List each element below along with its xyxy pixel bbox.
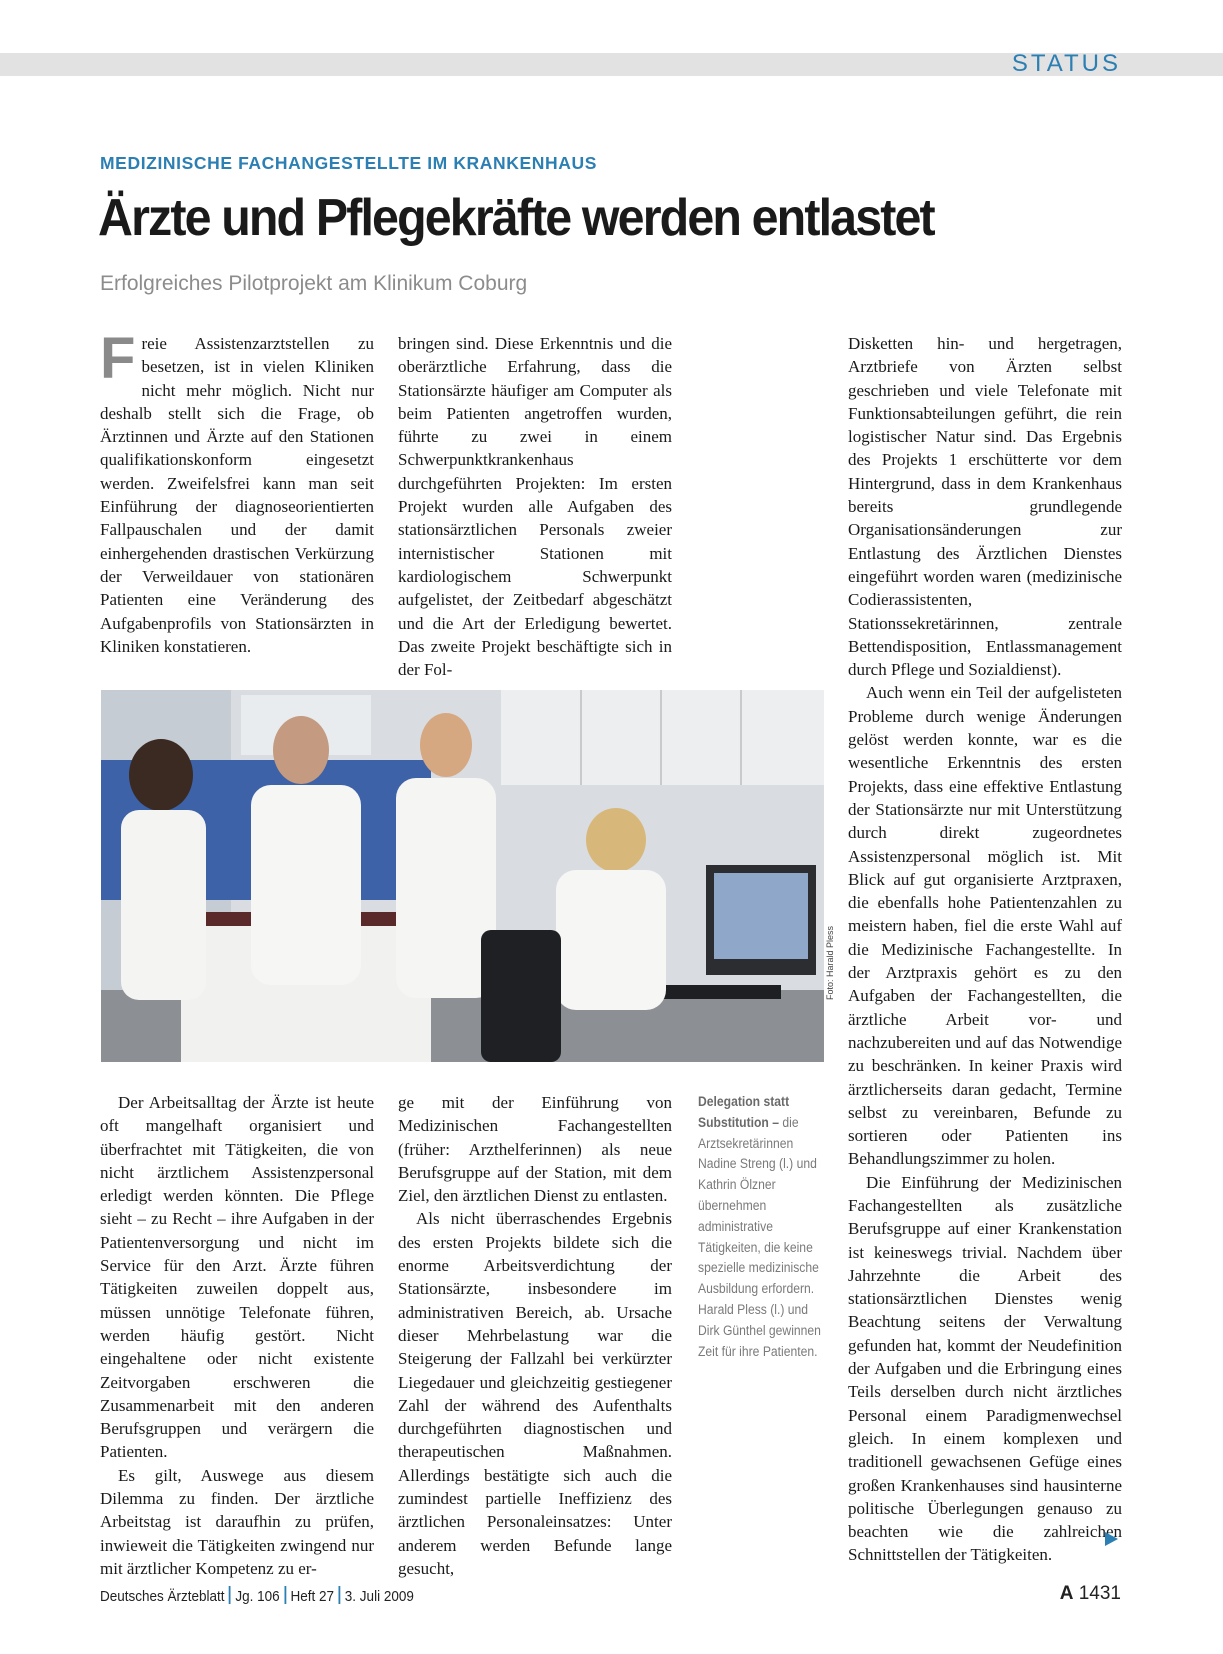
- article-kicker: MEDIZINISCHE FACHANGESTELLTE IM KRANKENHAUS: [100, 153, 598, 173]
- page-number: [1060, 1583, 1121, 1605]
- paragraph: Die Einführung der Medizinischen Fachangestellten als zusätzliche Berufsgruppe auf einer Krankenstation ist keineswegs trivial. Nachdem über Jahrzehnte die Arbeit des stationsärztlichen Dienstes wenig Beachtung seitens der Verwaltung gefunden hat, kommt der Neudefinition der Aufgaben und die Erbringung eines Teils derselben durch nicht ärztliches Personal einem Paradigmenwechsel gleich. In einem komplexen und traditionell gewachsenen Gefüge eines großen Krankenhauses sind hausinterne politische Überlegungen genauso zu beachten wie die zahlreichen Schnittstellen der Tätigkeiten.: [848, 1172, 1122, 1565]
- paragraph: Auch wenn ein Teil der aufgelisteten Probleme durch wenige Änderungen gelöst werden konnte, war es die wesentliche Erkenntnis des ersten Projekts, dass eine effektive Entlastung der Stationsärzte nur mit Unterstützung durch direkt zugeordnetes Assistenzpersonal möglich ist. Mit Blick auf gut organisierte Arztpraxen, die ebenfalls hohe Patientenzahlen zu meistern haben, fiel die erste Wahl auf die Medizinische Fachangestellte. In der Arztpraxis gehört es zu den Aufgaben der Fachangestellten, die ärztliche Arbeit vor- und nachzubereiten und auf das Notwendige zu beschränken. In keiner Praxis wird ärztlicherseits daran gedacht, Termine selbst zu vereinbaren, Befunde zu sortieren oder Patienten ins Behandlungszimmer zu holen.: [848, 683, 1122, 1169]
- photo-illustration: [101, 690, 824, 1062]
- article-photo: [101, 690, 824, 1062]
- drop-cap: F: [100, 326, 136, 391]
- journal-name: Deutsches Ärzteblatt: [100, 1588, 225, 1605]
- column-3: [848, 332, 1122, 1567]
- journal-volume: Jg. 106: [235, 1588, 280, 1605]
- footer-divider: [284, 1586, 286, 1604]
- section-label: STATUS: [1011, 50, 1121, 77]
- paragraph: ge mit der Einführung von Medizinischen Fachangestellten (früher: Arzthelferinnen) als neue Berufsgruppe auf der Station, mit dem Ziel, den ärztlichen Dienst zu entlasten.: [398, 1093, 672, 1206]
- page-number-value: 1431: [1078, 1583, 1121, 1604]
- intro-paragraph: reie Assistenzarztstellen zu besetzen, ist in vielen Kliniken nicht mehr möglich. Nicht nur deshalb stellt sich die Frage, ob Ärztinnen und Ärzte auf den Stationen qualifikationskonform eingesetzt werden. Zweifelsfrei kann man seit Einführung der diagnoseorientierten Fallpauschalen und der damit einhergehenden drastischen Verkürzung der Verweildauer von stationären Patienten eine Veränderung des Aufgabenprofils von Stationsärzten in Kliniken konstatieren.: [100, 334, 374, 656]
- page-prefix: A: [1059, 1583, 1074, 1604]
- journal-date: 3. Juli 2009: [344, 1588, 414, 1605]
- article-title: Ärzte und Pflegekräfte werden entlastet: [98, 189, 934, 247]
- footer-citation: [100, 1586, 414, 1605]
- column-1-bottom: [100, 1091, 374, 1580]
- paragraph: Der Arbeitsalltag der Ärzte ist heute oft mangelhaft organisiert und überfrachtet mit Tätigkeiten, die von nicht ärztlichem Assistenzpersonal erledigt werden könnten. Die Pflege sieht – zu Recht – ihre Aufgaben in der Patientenversorgung und nicht im Service für den Arzt. Ärzte führen Tätigkeiten zuweilen doppelt aus, müssen unnötige Telefonate führen, werden häufig gestört. Nicht eingehaltene oder nicht existente Zeitvorgaben erschweren die Zusammenarbeit mit den anderen Berufsgruppen und verärgern die Patienten.: [100, 1093, 374, 1462]
- caption-lead: Delegation statt Substitution –: [698, 1094, 790, 1130]
- paragraph: Es gilt, Auswege aus diesem Dilemma zu finden. Der ärztliche Arbeitstag ist daraufhin zu prüfen, inwieweit die Tätigkeiten zwingend nur mit ärztlicher Kompetenz zu er-: [100, 1465, 374, 1578]
- article-subtitle: Erfolgreiches Pilotprojekt am Klinikum Coburg: [100, 272, 528, 295]
- caption-text: die Arztsekretärinnen Nadine Streng (l.) und Kathrin Ölzner übernehmen administrative Tätigkeiten, die keine spezielle medizinische Ausbildung erfordern. Harald Pless (l.) und Dirk Günthel gewinnen Zeit für ihre Patienten.: [698, 1114, 821, 1359]
- column-2-top: [398, 332, 672, 681]
- footer-divider: [229, 1586, 231, 1604]
- column-1-top: [100, 326, 374, 658]
- journal-issue: Heft 27: [290, 1588, 334, 1605]
- photo-caption: [698, 1092, 822, 1362]
- photo-credit: Foto: Harald Pless: [825, 925, 835, 1000]
- footer-divider: [339, 1586, 341, 1604]
- paragraph: Disketten hin- und hergetragen, Arztbriefe von Ärzten selbst geschrieben und viele Telefonate mit Funktionsabteilungen geführt, die rein logistischer Natur sind. Das Ergebnis des Projekts 1 erschütterte vor dem Hintergrund, dass in dem Krankenhaus bereits grundlegende Organisationsänderungen zur Entlastung des Ärztlichen Dienstes eingeführt worden waren (medizinische Codierassistenten, Stationssekretärinnen, zentrale Bettendisposition, Entlassmanagement durch Pflege und Sozialdienst).: [848, 334, 1122, 680]
- continue-arrow-icon: [1105, 1532, 1118, 1546]
- paragraph: bringen sind. Diese Erkenntnis und die oberärztliche Erfahrung, dass die Stationsärzte häufiger am Computer als beim Patienten angetroffen wurden, führte zu zwei in einem Schwerpunktkrankenhaus durchgeführten Projekten: Im ersten Projekt wurden alle Aufgaben des stationsärztlichen Personals zweier internistischer Stationen mit kardiologischem Schwerpunkt aufgelistet, der Zeitbedarf abgeschätzt und die Art der Erledigung bewertet. Das zweite Projekt beschäftigte sich in der Fol-: [398, 334, 672, 680]
- paragraph: Als nicht überraschendes Ergebnis des ersten Projekts bildete sich die enorme Arbeitsverdichtung der Stationsärzte, insbesondere im administrativen Bereich, ab. Ursache dieser Mehrbelastung war die Steigerung der Fallzahl bei verkürzter Liegedauer und gleichzeitig gestiegener Zahl der während des Aufenthalts durchgeführten diagnostischen und therapeutischen Maßnahmen. Allerdings bestätigte sich auch die zumindest partielle Ineffizienz des ärztlichen Personaleinsatzes: Unter anderem werden Befunde lange gesucht,: [398, 1209, 672, 1578]
- column-2-bottom: [398, 1091, 672, 1580]
